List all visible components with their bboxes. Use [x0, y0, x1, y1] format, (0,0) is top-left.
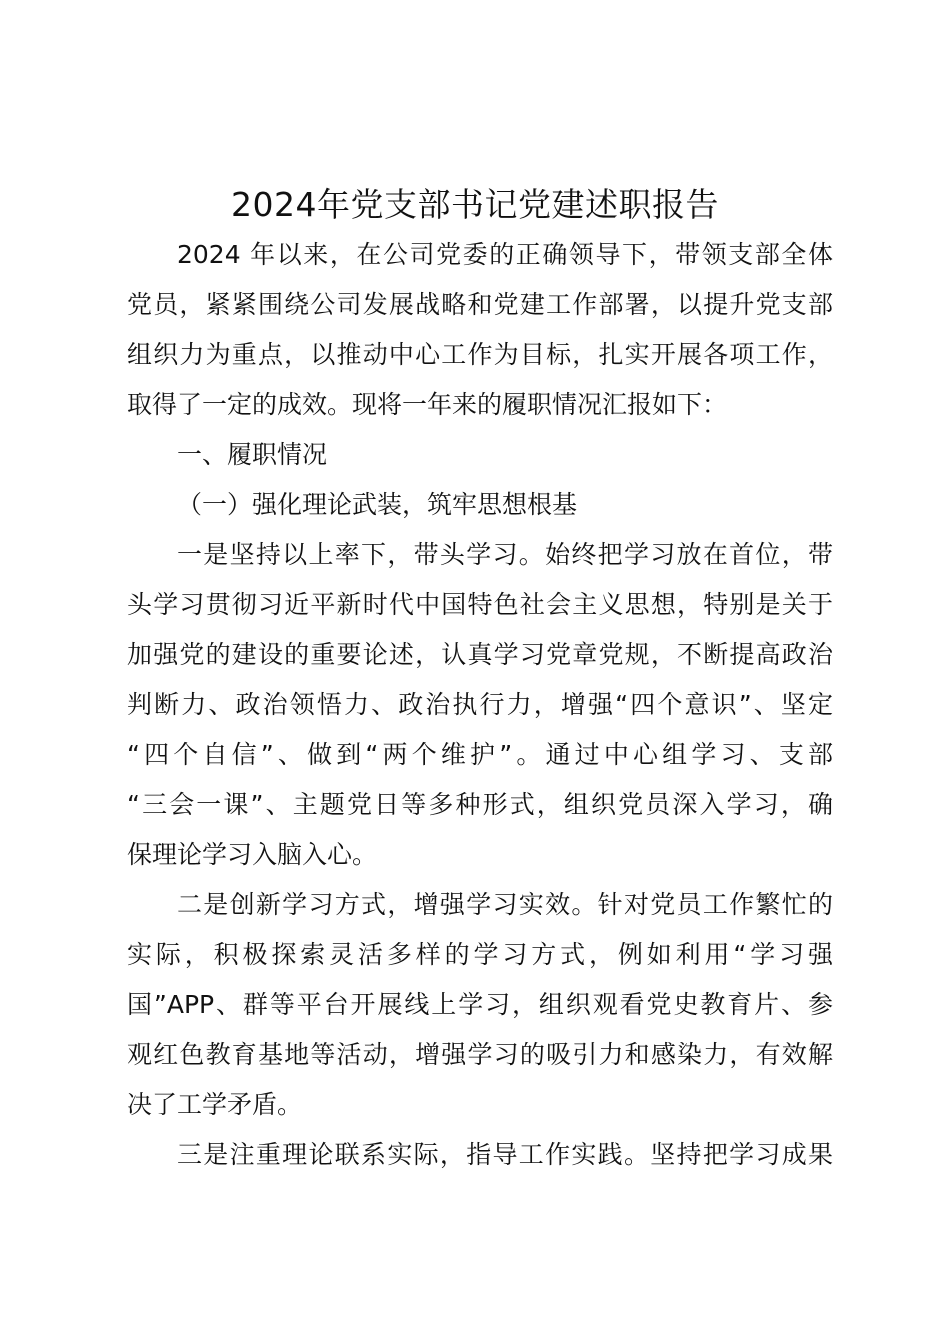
document-title: 2024年党支部书记党建述职报告 — [231, 185, 719, 224]
paragraph-line: 决了工学矛盾。 — [127, 1090, 303, 1119]
paragraph-line: 三是注重理论联系实际，指导工作实践。坚持把学习成果 — [177, 1140, 833, 1169]
paragraph-line: 加强党的建设的重要论述，认真学习党章党规，不断提高政治 — [127, 640, 833, 669]
paragraph-line: 二是创新学习方式，增强学习实效。针对党员工作繁忙的 — [177, 890, 833, 919]
paragraph-line: 组织力为重点，以推动中心工作为目标，扎实开展各项工作， — [127, 340, 833, 369]
paragraph-line: 取得了一定的成效。现将一年来的履职情况汇报如下： — [127, 390, 728, 419]
paragraph-line: 头学习贯彻习近平新时代中国特色社会主义思想，特别是关于 — [127, 590, 833, 619]
paragraph-line: 一是坚持以上率下，带头学习。始终把学习放在首位，带 — [177, 540, 833, 569]
paragraph-line: 判断力、政治领悟力、政治执行力，增强“四个意识”、坚定 — [127, 690, 833, 719]
subsection-heading: （一）强化理论武装，筑牢思想根基 — [177, 490, 578, 519]
paragraph-line: “四个自信”、做到“两个维护”。通过中心组学习、支部 — [127, 740, 833, 769]
paragraph-line: 国”APP、群等平台开展线上学习，组织观看党史教育片、参 — [127, 990, 833, 1019]
section-heading: 一、履职情况 — [177, 440, 328, 469]
paragraph-line: 保理论学习入脑入心。 — [127, 840, 378, 869]
paragraph-line: 观红色教育基地等活动，增强学习的吸引力和感染力，有效解 — [127, 1040, 833, 1069]
paragraph-line: 党员，紧紧围绕公司发展战略和党建工作部署，以提升党支部 — [127, 290, 833, 319]
paragraph-line: 实际，积极探索灵活多样的学习方式，例如利用“学习强 — [127, 940, 833, 969]
document-body — [127, 230, 833, 1180]
paragraph-line: 2024 年以来，在公司党委的正确领导下，带领支部全体 — [177, 240, 833, 269]
paragraph-line: “三会一课”、主题党日等多种形式，组织党员深入学习，确 — [127, 790, 833, 819]
